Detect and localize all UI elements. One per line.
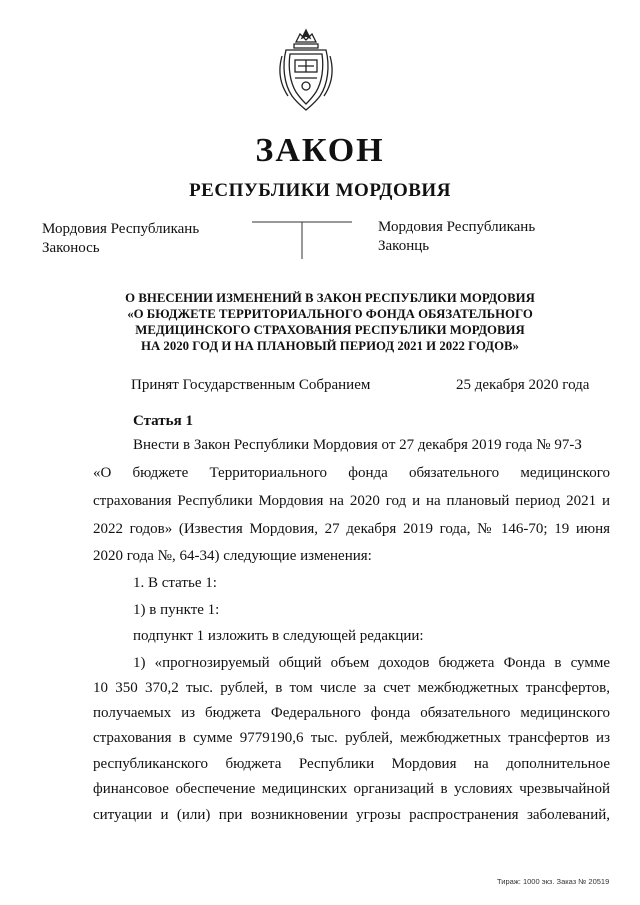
body-line: финансовое обеспечение медицинских организаций в условиях чрезвычайной bbox=[93, 781, 610, 797]
document-subtitle: РЕСПУБЛИКИ МОРДОВИЯ bbox=[189, 180, 451, 201]
print-run-note: Тираж: 1000 экз. Заказ № 20519 bbox=[497, 877, 610, 886]
adopted-by: Принят Государственным Собранием bbox=[131, 377, 371, 393]
article-heading: Статья 1 bbox=[133, 413, 193, 429]
body-line: получаемых из бюджета Федерального фонда обязательного медицинского bbox=[93, 705, 610, 721]
header-divider bbox=[252, 221, 352, 261]
body-line: 1) в пункте 1: bbox=[133, 602, 220, 618]
moksha-title-left: Мордовия Республикань Законось bbox=[42, 221, 200, 256]
body-line: 1. В статье 1: bbox=[133, 575, 217, 591]
document-title: ЗАКОН bbox=[255, 132, 385, 169]
body-line: республиканского бюджета Республики Мордовия на дополнительное bbox=[93, 756, 610, 772]
body-line: 2022 годов» (Известия Мордовия, 27 декабря 2019 года, № 146-70; 19 июня bbox=[93, 521, 610, 537]
body-line: 2020 года №, 64-34) следующие изменения: bbox=[93, 548, 372, 564]
adoption-date: 25 декабря 2020 года bbox=[456, 377, 590, 393]
body-line: 1) «прогнозируемый общий объем доходов бюджета Фонда в сумме bbox=[133, 655, 610, 671]
body-line: страхования Республики Мордовия на 2020 год и на плановый период 2021 и bbox=[93, 493, 610, 509]
body-line: ситуации и (или) при возникновении угрозы распространения заболеваний, bbox=[93, 807, 610, 823]
body-line: 10 350 370,2 тыс. рублей, в том числе за счет межбюджетных трансфертов, bbox=[93, 680, 610, 696]
moksha-title-right: Мордовия Республикань Законць bbox=[378, 219, 536, 254]
body-line: «О бюджете Территориального фонда обязательного медицинского bbox=[93, 465, 610, 481]
law-title: О ВНЕСЕНИИ ИЗМЕНЕНИЙ В ЗАКОН РЕСПУБЛИКИ МОРДОВИЯ «О БЮДЖЕТЕ ТЕРРИТОРИАЛЬНОГО ФОНДА ОБЯЗАТЕЛЬНОГО МЕДИЦИНСКОГО СТРАХОВАНИЯ РЕСПУБЛИКИ МОРДОВИЯ НА 2020 ГОД И НА ПЛАНОВЫЙ ПЕРИОД 2021 И 2022 ГОДОВ» bbox=[125, 291, 535, 353]
body-line: страхования в сумме 9779190,6 тыс. рублей, межбюджетных трансфертов из bbox=[93, 730, 610, 746]
coat-of-arms-icon bbox=[276, 26, 336, 114]
body-line: Внести в Закон Республики Мордовия от 27 декабря 2019 года № 97-З bbox=[133, 437, 582, 453]
body-line: подпункт 1 изложить в следующей редакции: bbox=[133, 628, 424, 644]
